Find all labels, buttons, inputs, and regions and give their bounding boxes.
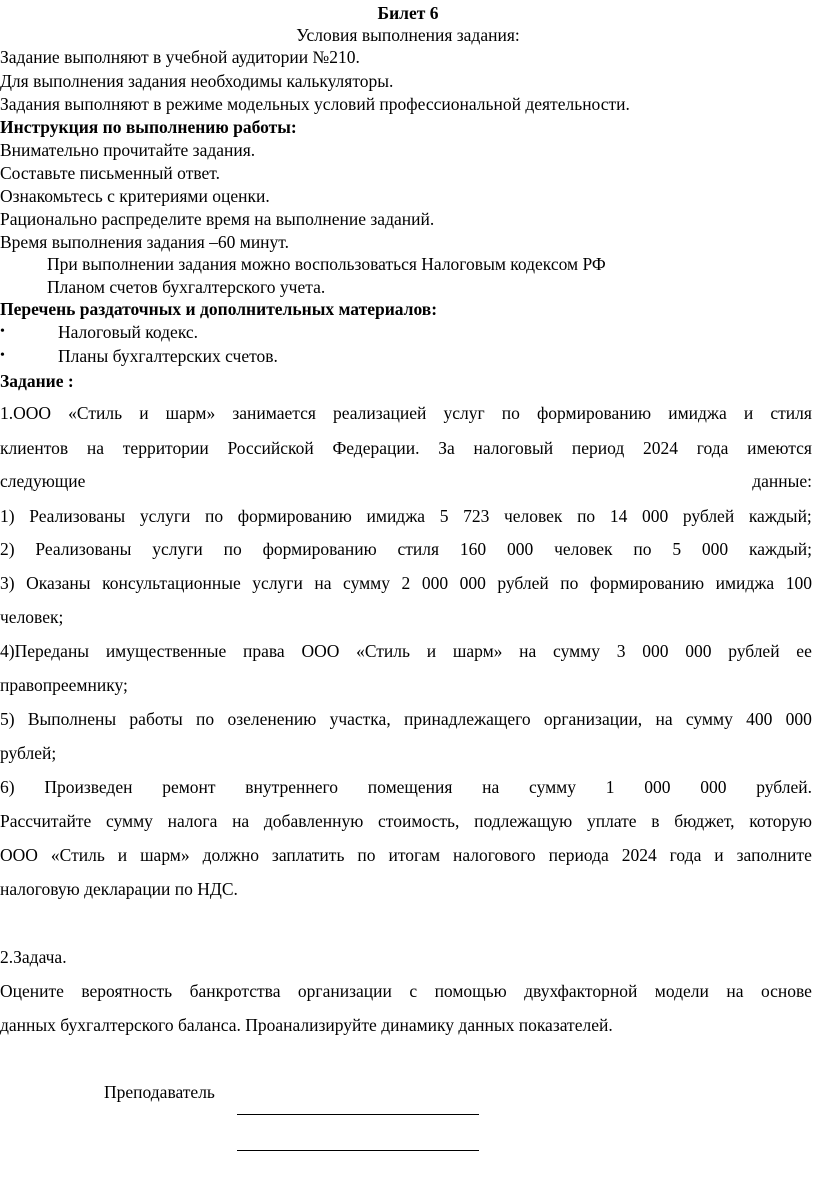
word: на [519,641,537,661]
word: Реализованы [29,506,126,526]
word: Оказаны [26,573,91,593]
word: 723 [463,506,490,526]
word: на [232,811,250,831]
word: 14 [609,506,628,526]
word: по [205,506,224,526]
condition-line: Задание выполняют в учебной аудитории №210. [0,47,360,67]
word: сумму [553,641,600,661]
word: формированию [237,506,352,526]
task-heading: Задание : [0,371,74,391]
task1-line: правопреемнику; [0,675,128,695]
word: рублей [728,641,780,661]
word: и [743,403,754,423]
word: реализацией [333,403,427,423]
word: 5 [672,539,682,559]
word: услуги [252,573,303,593]
word: рублей [497,573,549,593]
word: ее [796,641,812,661]
word: заплатить [271,845,345,865]
word: клиентов [0,438,69,458]
word: и [117,845,128,865]
word: 000 [641,506,669,526]
task1-line [0,708,812,730]
task1-line: человек; [0,607,64,627]
word: по [577,506,596,526]
word: налоговый [473,438,554,458]
bullet-icon: • [0,324,5,339]
word: вероятность [81,981,173,1001]
word: шарм» [140,845,190,865]
word: 5 [439,506,449,526]
word: каждый; [748,506,812,526]
signature-label: Преподаватель [104,1082,215,1102]
word: услуг [443,403,485,423]
word: 1.ООО [0,403,52,423]
word: сумму [105,811,153,831]
word: имиджа [366,506,426,526]
word: Федерации. [332,438,420,458]
word: имущественные [105,641,227,661]
signature-line [237,1150,479,1151]
word: сумму [343,573,391,593]
word: по [196,709,215,729]
word: в [651,811,660,831]
word: стиля [770,403,812,423]
word: 5) [0,709,15,729]
word: имиджа [668,403,727,423]
word: 400 [746,709,773,729]
word: «Стиль [50,845,105,865]
word: на [726,981,744,1001]
word: участка, [329,709,391,729]
instruction-line: Составьте письменный ответ. [0,163,220,183]
word: Выполнены [27,709,117,729]
word: 000 [644,777,671,797]
word: 100 [785,573,812,593]
word: по [501,403,520,423]
word: организации [297,981,392,1001]
word: территории [122,438,209,458]
word: банкротства [189,981,281,1001]
instruction-indented-line: При выполнении задания можно воспользоваться Налоговым кодексом РФ [47,254,606,274]
task1-line [0,505,812,527]
word: ООО [0,845,38,865]
word: которую [749,811,812,831]
word: занимается [232,403,316,423]
word: имиджа [715,573,775,593]
word: должно [202,845,259,865]
materials-item: Налоговый кодекс. [58,322,199,342]
word: добавленную [263,811,364,831]
word: периода [548,845,609,865]
word: помещения [367,777,453,797]
word: налогового [452,845,536,865]
word: рублей [682,506,735,526]
word: 000 [785,709,812,729]
word: заполните [736,845,812,865]
word: имеются [747,438,812,458]
ticket-title: Билет 6 [377,3,439,23]
word: За [438,438,455,458]
task1-line [0,402,812,424]
task1-line [0,572,812,594]
word: Реализованы [35,539,132,559]
word: работы [129,709,183,729]
word: 2 [401,573,411,593]
word: основе [760,981,812,1001]
word: следующие [0,471,86,491]
word: 000 [642,641,669,661]
word: на [314,573,332,593]
word: человек [503,506,563,526]
word: каждый; [748,539,812,559]
word: принадлежащего [403,709,531,729]
word: по [633,539,652,559]
word: шарм» [452,641,503,661]
word: 000 [421,573,449,593]
word: модели [654,981,709,1001]
condition-line: Для выполнения задания необходимы калькуляторы. [0,71,394,91]
task2-line [0,980,812,1002]
word: Российской [227,438,314,458]
word: года [669,845,702,865]
word: двухфакторной [524,981,638,1001]
word: услуги [139,506,191,526]
task2-line: данных бухгалтерского баланса. Проанализируйте динамику данных показателей. [0,1015,613,1035]
word: итогам [388,845,441,865]
word: «Стиль [68,403,123,423]
word: озеленению [227,709,317,729]
word: 3) [0,573,15,593]
word: на [655,709,673,729]
task1-line [0,776,812,798]
task1-line [0,437,812,459]
word: 000 [700,777,727,797]
word: шарм» [165,403,216,423]
bullet-icon: • [0,348,5,363]
word: рублей. [756,777,812,797]
word: по [357,845,376,865]
task1-line [0,640,812,662]
word: Рассчитайте [0,811,92,831]
word: с [409,981,418,1001]
word: 1 [605,777,615,797]
word: формированию [589,573,705,593]
word: 000 [459,573,486,593]
word: сумму [685,709,733,729]
word: 6) [0,777,15,797]
word: ООО [301,641,340,661]
word: организации, [543,709,643,729]
word: формированию [536,403,652,423]
word: налога [167,811,218,831]
instruction-line: Ознакомьтесь с критериями оценки. [0,186,270,206]
condition-line: Задания выполняют в режиме модельных условий профессиональной деятельности. [0,94,630,114]
task1-line [0,810,812,832]
task2-heading: 2.Задача. [0,947,67,967]
word: человек [554,539,613,559]
materials-heading: Перечень раздаточных и дополнительных материалов: [0,299,438,319]
task1-line [0,844,812,866]
word: сумму [529,777,577,797]
word: 000 [701,539,729,559]
word: стоимость, [378,811,460,831]
word: формированию [262,539,377,559]
word: помощью [434,981,507,1001]
word: и [139,403,149,423]
word: бюджет, [674,811,735,831]
task1-line: налоговую декларации по НДС. [0,879,238,899]
instruction-line: Время выполнения задания –60 минут. [0,232,290,252]
word: 2024 [621,845,657,865]
word: 000 [506,539,534,559]
word: ремонт [162,777,216,797]
word: по [223,539,242,559]
word: 3 [616,641,626,661]
instruction-heading: Инструкция по выполнению работы: [0,117,297,137]
word: данные: [752,471,812,491]
word: «Стиль [356,641,411,661]
word: и [714,845,724,865]
word: 2024 [643,438,679,458]
instruction-indented-line: Планом счетов бухгалтерского учета. [47,277,326,297]
word: период [571,438,625,458]
word: Произведен [44,777,133,797]
word: и [426,641,437,661]
materials-item: Планы бухгалтерских счетов. [58,346,278,366]
word: по [560,573,579,593]
word: года [696,438,729,458]
word: стиля [397,539,440,559]
word: внутреннего [245,777,339,797]
word: на [86,438,105,458]
word: Оцените [0,981,64,1001]
task1-line [0,470,812,492]
word: подлежащую [474,811,573,831]
conditions-heading: Условия выполнения задания: [296,25,520,45]
word: на [482,777,500,797]
word: 000 [685,641,712,661]
word: услуги [152,539,203,559]
task1-line: рублей; [0,743,57,763]
word: 4)Переданы [0,641,90,661]
task1-line [0,538,812,560]
word: уплате [586,811,637,831]
word: 160 [459,539,487,559]
signature-line [237,1114,479,1115]
word: 1) [0,506,15,526]
word: консультационные [102,573,241,593]
word: права [243,641,285,661]
word: 2) [0,539,15,559]
instruction-line: Рационально распределите время на выполнение заданий. [0,209,435,229]
instruction-line: Внимательно прочитайте задания. [0,140,256,160]
